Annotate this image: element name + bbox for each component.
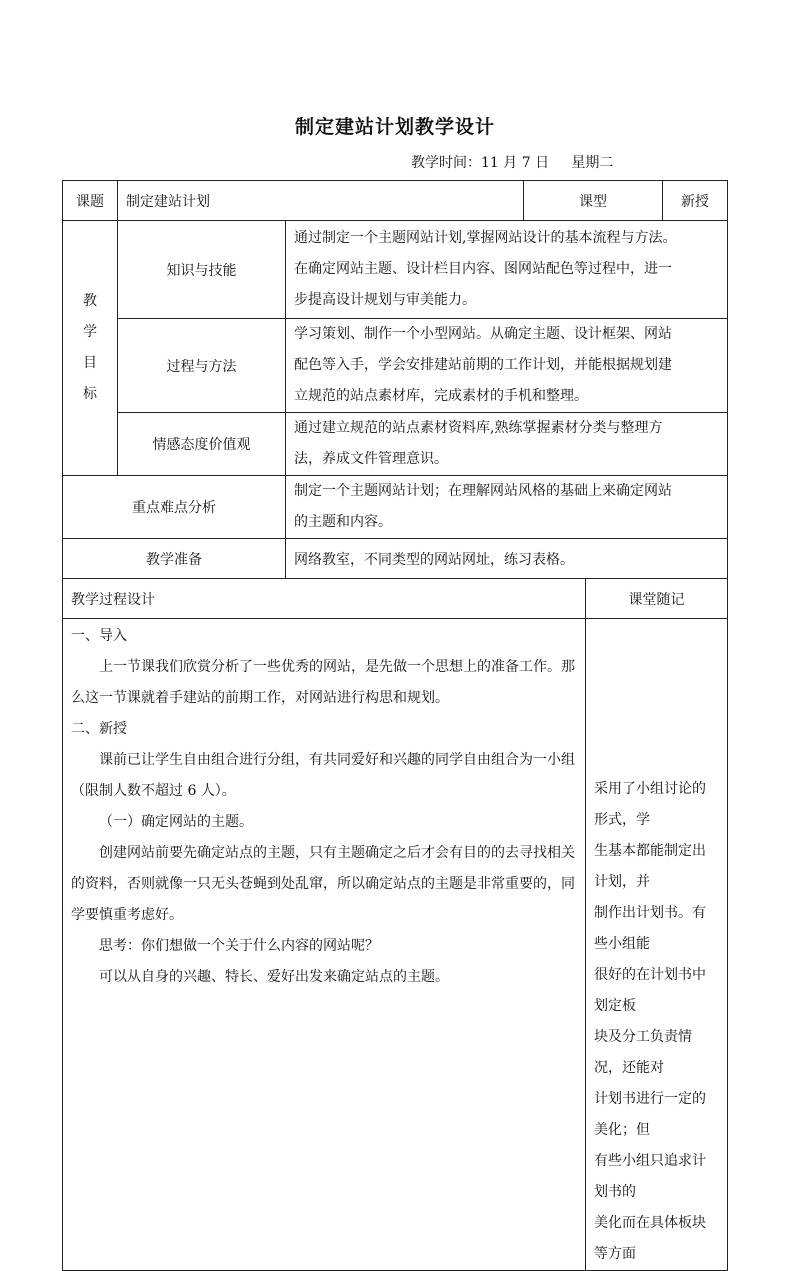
preparation-row bbox=[63, 539, 728, 579]
process-paragraph: 可以从自身的兴趣、特长、爱好出发来确定站点的主题。 bbox=[99, 969, 449, 985]
topic-value: 制定建站计划 bbox=[118, 181, 524, 221]
process-paragraph: 一、导入 bbox=[71, 628, 127, 644]
process-paragraph: 上一节课我们欣赏分析了一些优秀的网站，是先做一个思想上的准备工作。那么这一节课就着手建站的前期工作，对网站进行构思和规划。 bbox=[71, 659, 575, 706]
date-line bbox=[411, 152, 613, 172]
notes-header: 课堂随记 bbox=[586, 579, 728, 619]
key-points-text: 制定一个主题网站计划；在理解网站风格的基础上来确定网站 的主题和内容。 bbox=[286, 476, 728, 539]
note-line: 很好的在计划书中划定板 bbox=[594, 967, 706, 1014]
topic-label: 课题 bbox=[63, 181, 118, 221]
process-paragraph: （一）确定网站的主题。 bbox=[99, 814, 253, 830]
process-paragraph: 创建网站前要先确定站点的主题，只有主题确定之后才会有目的的去寻找相关的资料，否则就像一只无头苍蝇到处乱窜，所以确定站点的主题是非常重要的，同学要慎重考虑好。 bbox=[71, 845, 575, 923]
key-points-label: 重点难点分析 bbox=[63, 476, 286, 539]
note-line: 制作出计划书。有些小组能 bbox=[594, 905, 706, 952]
process-paragraph: 思考：你们想做一个关于什么内容的网站呢？ bbox=[99, 938, 379, 954]
key-points-row bbox=[63, 476, 728, 539]
preparation-value: 网络教室，不同类型的网站网址，练习表格。 bbox=[286, 539, 728, 579]
objective-row bbox=[63, 319, 728, 413]
process-header-row bbox=[63, 579, 728, 619]
date-label: 教学时间： bbox=[411, 155, 481, 171]
objective-text: 通过建立规范的站点素材资料库,熟练掌握素材分类与整理方 法，养成文件管理意识。 bbox=[286, 413, 728, 476]
type-value: 新授 bbox=[663, 181, 728, 221]
note-line: 有些小组只追求计划书的 bbox=[594, 1153, 706, 1200]
objective-label: 知识与技能 bbox=[118, 221, 286, 319]
process-paragraph: 二、新授 bbox=[71, 721, 127, 737]
note-line: 美化而在具体板块等方面 bbox=[594, 1215, 706, 1262]
type-label: 课型 bbox=[524, 181, 663, 221]
topic-row bbox=[63, 181, 728, 221]
process-body bbox=[63, 619, 586, 1271]
objective-text: 学习策划、制作一个小型网站。从确定主题、设计框架、网站 配色等入手，学会安排建站前期的工作计划，并能根据规划建 立规范的站点素材库，完成素材的手机和整理。 bbox=[286, 319, 728, 413]
objective-text: 通过制定一个主题网站计划,掌握网站设计的基本流程与方法。 在确定网站主题、设计栏目内容、图网站配色等过程中，进一 步提高设计规划与审美能力。 bbox=[286, 221, 728, 319]
lesson-plan-table bbox=[62, 180, 728, 1271]
objective-label: 过程与方法 bbox=[118, 319, 286, 413]
class-notes bbox=[586, 619, 728, 1271]
process-header: 教学过程设计 bbox=[63, 579, 586, 619]
objective-row bbox=[63, 413, 728, 476]
note-line: 生基本都能制定出计划，并 bbox=[594, 843, 706, 890]
objective-row bbox=[63, 221, 728, 319]
note-line: 计划书进行一定的美化；但 bbox=[594, 1091, 706, 1138]
objective-label: 情感态度价值观 bbox=[118, 413, 286, 476]
process-body-row bbox=[63, 619, 728, 1271]
objectives-label: 教 学 目 标 bbox=[63, 221, 118, 476]
date-value: 11 月 7 日 bbox=[481, 155, 550, 171]
document-title: 制定建站计划教学设计 bbox=[294, 116, 495, 138]
note-line: 块及分工负责情况，还能对 bbox=[594, 1029, 692, 1076]
preparation-label: 教学准备 bbox=[63, 539, 286, 579]
process-paragraph: 课前已让学生自由组合进行分组，有共同爱好和兴趣的同学自由组合为一小组（限制人数不超过 6 人）。 bbox=[71, 752, 575, 799]
weekday: 星期二 bbox=[571, 155, 614, 171]
note-line: 采用了小组讨论的形式，学 bbox=[594, 781, 706, 828]
